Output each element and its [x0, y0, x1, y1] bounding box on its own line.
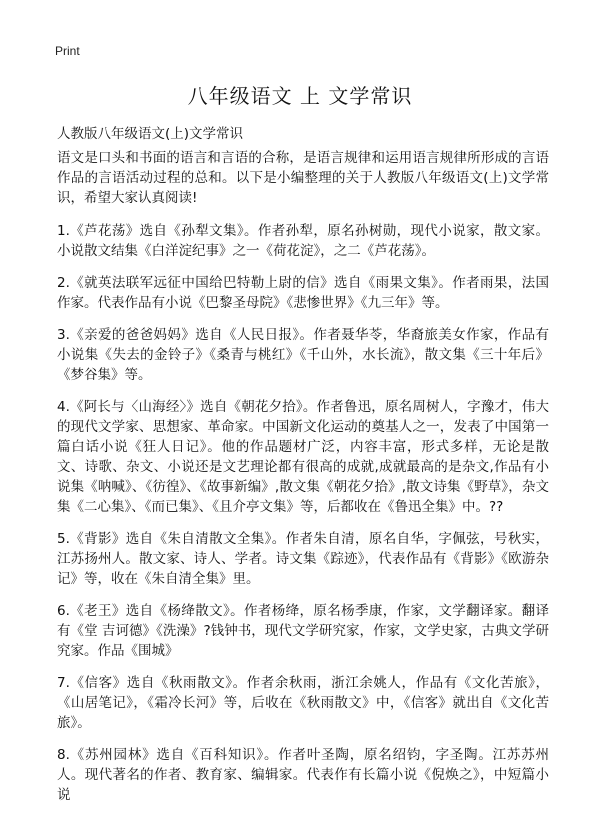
- list-item: 1.《芦花荡》选自《孙犁文集》。作者孙犁，原名孙树勋，现代小说家，散文家。小说散文结集《白洋淀纪事》之一《荷花淀》，之二《芦花荡》。: [57, 223, 549, 259]
- list-item: 3.《亲爱的爸爸妈妈》选自《人民日报》。作者聂华苓，华裔旅美女作家，作品有小说集《失去的金铃子》《桑青与桃红》《千山外，水长流》，散文集《三十年后》《梦谷集》等。: [57, 327, 549, 383]
- page-title: 八年级语文 上 文学常识: [187, 84, 413, 108]
- list-item: 2.《就英法联军远征中国给巴特勒上尉的信》选自《雨果文集》。作者雨果，法国作家。代表作品有小说《巴黎圣母院》《悲惨世界》《九三年》等。: [57, 275, 549, 311]
- page-subtitle: 人教版八年级语文(上)文学常识: [57, 126, 244, 142]
- list-item: 8.《苏州园林》选自《百科知识》。作者叶圣陶，原名绍钧，字圣陶。江苏苏州人。现代著名的作者、教育家、编辑家。代表作有长篇小说《倪焕之》，中短篇小说: [57, 747, 549, 803]
- list-item: 7.《信客》选自《秋雨散文》。作者余秋雨，浙江余姚人，作品有《文化苦旅》，《山居笔记》，《霜冷长河》等，后收在《秋雨散文》中，《信客》就出自《文化苦旅》。: [57, 675, 549, 731]
- article-body: [57, 148, 549, 817]
- list-item: 5.《背影》选自《朱自清散文全集》。作者朱自清，原名自华，字佩弦，号秋实，江苏扬州人。散文家、诗人、学者。诗文集《踪迹》，代表作品有《背影》《欧游杂记》等，收在《朱自清全集》里。: [57, 531, 549, 587]
- list-item: 6.《老王》选自《杨绛散文》。作者杨绛，原名杨季康，作家，文学翻译家。翻译有《堂 吉诃德》《洗澡》?钱钟书，现代文学研究家，作家，文学史家，古典文学研究家。作品《围城》: [57, 603, 549, 659]
- list-item: 4.《阿长与〈山海经〉》选自《朝花夕拾》。作者鲁迅，原名周树人，字豫才，伟大的现代文学家、思想家、革命家。中国新文化运动的奠基人之一，发表了中国第一篇白话小说《狂人日记》。他的作品题材广泛，内容丰富，形式多样，无论是散文、诗歌、杂文、小说还是文艺理论都有很高的成就,成就最高的是杂文,作品有小说集《呐喊》、《彷徨》、《故事新编》,散文集《朝花夕拾》,散文诗集《野草》，杂文集《二心集》、《而已集》、《且介亭文集》等，后都收在《鲁迅全集》中。??: [57, 399, 549, 515]
- intro-paragraph: 语文是口头和书面的语言和言语的合称，是语言规律和运用语言规律所形成的言语作品的言语活动过程的总和。以下是小编整理的关于人教版八年级语文(上)文学常识，希望大家认真阅读!: [57, 150, 549, 206]
- print-label: Print: [55, 44, 80, 58]
